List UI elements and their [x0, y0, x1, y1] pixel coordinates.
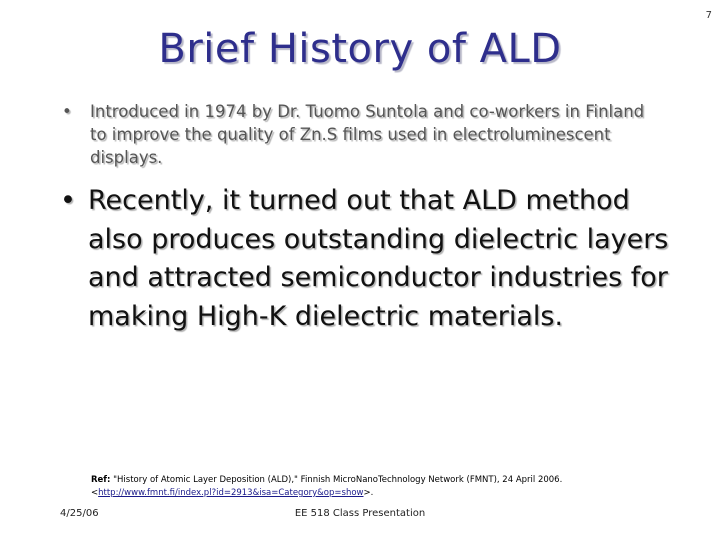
bullet-text: Introduced in 1974 by Dr. Tuomo Suntola and co-workers in Finland to improve the quality of Zn.S films used in electroluminescent displays.: [90, 102, 645, 167]
slide-title: Brief History of ALD: [158, 26, 562, 72]
reference-note: [91, 474, 571, 500]
reference-link-close: >.: [363, 488, 374, 498]
reference-link-open: <: [91, 488, 99, 498]
bullet-marker: •: [62, 102, 72, 121]
reference-text: "History of Atomic Layer Deposition (ALD)," Finnish MicroNanoTechnology Network (FMNT), 24 April 2006.: [113, 475, 563, 485]
bullet-text: Recently, it turned out that ALD method also produces outstanding dielectric layers and attracted semiconductor industries for making High-K dielectric materials.: [88, 185, 669, 332]
footer-presentation-name: EE 518 Class Presentation: [294, 508, 426, 519]
bullet-item-intro: [60, 100, 650, 169]
footer-date: 4/25/06: [60, 508, 99, 519]
reference-link[interactable]: http://www.fmnt.fi/index.pl?id=2913&isa=Category&op=show: [98, 488, 364, 498]
bullet-marker: •: [60, 185, 76, 216]
reference-label: Ref:: [91, 475, 111, 485]
page-number: 7: [705, 10, 712, 21]
bullet-item-recent: [60, 182, 680, 336]
